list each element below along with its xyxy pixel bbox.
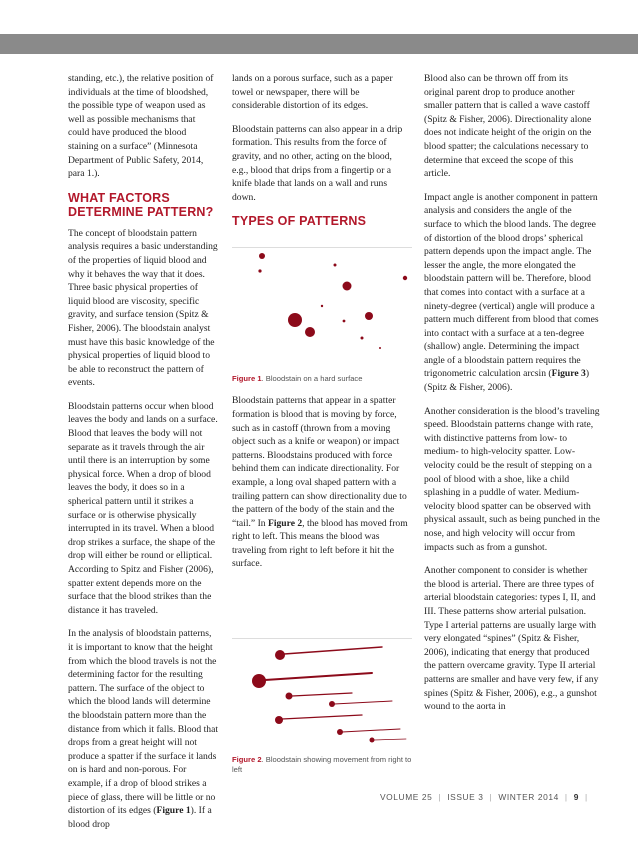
stain-tail xyxy=(342,729,400,732)
paragraph: Another consideration is the blood’s traveling speed. Bloodstain patterns change with rate, with distinctive patterns from low- to medium- to high-velocity spatter. Low-velocity could be the result of stepping on a pool of blood with a shoe, like a child splashing in a puddle of water. Medium-velocity blood spatter can be observed with physical assault, such as being punched in the nose, and high velocity will occur from impacts such as from a gunshot. xyxy=(424,405,600,553)
top-bar xyxy=(0,34,638,54)
paragraph: lands on a porous surface, such as a paper towel or newspaper, there will be considerable distortion of its edges. xyxy=(232,73,393,112)
paragraph xyxy=(68,627,218,831)
paragraph: Blood also can be thrown off from its original parent drop to produce another smaller pattern that is called a wave castoff (Spitz & Fisher, 2006). Directionality alone does not indicate height of the origin on the blood spatter; the calculations necessary to determine that exceed the scope of this article. xyxy=(424,73,592,180)
paragraph: Bloodstain patterns can also appear in a drip formation. This results from the force of gravity, and no other, acting on the blood, e.g., blood that drips from a fingertip or a knife blade that lands on a wall and runs down. xyxy=(232,123,403,203)
caption-text: . Bloodstain on a hard surface xyxy=(261,374,363,383)
blood-drop xyxy=(365,312,373,320)
separator: | xyxy=(584,792,588,802)
blood-drop xyxy=(288,313,302,327)
blood-drop xyxy=(379,347,381,349)
paragraph: Bloodstain patterns occur when blood leaves the body and lands on a surface. Blood that leaves the body will not separate as it travels through the air until there is an interruption by some physical force. When a drop of blood leaves the body, it does so in a spherical pattern until it strikes a surface or is otherwise physically interrupted in its travel. When a blood drop strikes a surface, the shape of the drop will either be round or elliptical. According to Spitz and Fisher (2006), spatter extent depends more on the surface that the blood strikes than the distance it has traveled. xyxy=(68,400,218,616)
blood-drop xyxy=(343,320,346,323)
blood-drop xyxy=(334,264,337,267)
figure-1-reference: Figure 1 xyxy=(156,805,191,817)
stain-head xyxy=(252,674,266,688)
separator: | xyxy=(438,792,442,802)
blood-drop xyxy=(259,253,265,259)
figure-3-reference: Figure 3 xyxy=(551,368,586,380)
text: , the blood has moved from right to left. This means the blood was traveling from right to left before it hit the surface. xyxy=(232,517,408,570)
blood-drop xyxy=(305,327,315,337)
figure-2 xyxy=(232,638,412,841)
stain-head xyxy=(275,650,285,660)
text: Bloodstain patterns that appear in a spatter formation is blood that is moving by force, such as in castoff (thrown from a moving object such as a knife or weapon) or impact patterns. Bloodstains produced with force behind them can indicate directionality. For example, a long oval shaped pattern with a trailing pattern can show directionality due to the pattern of the body of the stain and the “tail.” In xyxy=(232,395,407,529)
blood-drop xyxy=(321,305,323,307)
figure-2-reference: Figure 2 xyxy=(267,517,303,529)
footer-volume: VOLUME 25 xyxy=(380,792,433,802)
page-number: 9 xyxy=(573,792,579,802)
blood-drop xyxy=(361,337,364,340)
column-3 xyxy=(424,72,600,724)
page-footer xyxy=(380,792,610,802)
figure-2-image xyxy=(232,639,412,753)
section-heading-what-factors: WHAT FACTORS DETERMINE PATTERN? xyxy=(68,190,214,219)
figure-1-caption xyxy=(232,374,412,384)
paragraph: standing, etc.), the relative position of individuals at the time of bloodshed, the possible type of weapon used as well as possible mechanisms that could have produced the blood staining on a surface” (Minnesota Department of Public Safety, 2014, para 1.). xyxy=(68,73,214,180)
stain-tail xyxy=(292,693,352,696)
figure-label: Figure 1 xyxy=(232,374,262,383)
stain-tail xyxy=(282,715,362,719)
paragraph: The concept of bloodstain pattern analysis requires a basic understanding of the properties of liquid blood and why it behaves the way that it does. Three basic physical properties of liquid blood are viscosity, specific gravity, and surface tension (Spitz & Fisher, 2006). The bloodstain analyst must have this basic knowledge of the physical properties of liquid blood to be able to reconstruct the pattern of events. xyxy=(68,227,218,389)
caption-text: . Bloodstain showing movement from right to left xyxy=(232,755,412,774)
blood-drop xyxy=(403,276,407,280)
stain-tail xyxy=(374,739,406,740)
figure-1-image xyxy=(232,248,412,372)
separator: | xyxy=(489,792,493,802)
section-heading-types-of-patterns: TYPES OF PATTERNS xyxy=(232,214,367,229)
column-1 xyxy=(68,72,218,841)
stain-head xyxy=(275,716,283,724)
figure-1 xyxy=(232,247,412,388)
paragraph: Another component to consider is whether the blood is arterial. There are three types of arterial bloodstain categories: types I, II, and III. These patterns show arterial pulsation. Type I arterial patterns are usually large with very elongated “spines” (Spitz & Fisher, 2006), indicating that energy that produced the pattern overcame gravity. Type II arterial patterns are smaller and have very few, if any spines (Spitz & Fisher, 2006), e.g., a gunshot wound to the aorta in xyxy=(424,565,599,713)
text: Impact angle is another component in pattern analysis and considers the angle of the surface to which the blood lands. The degree of distortion of the blood drops’ spherical pattern depends upon the impact angle. The lesser the angle, the more elongated the bloodstain pattern will be. Therefore, blood that comes into contact with a surface at a ninety-degree (vertical) angle will produce a pattern much different from blood that comes into contact with a surface at a ten-degree (shallow) angle. Determining the impact angle of a bloodstain pattern requires the trigonometric calculation arcsin ( xyxy=(424,191,599,380)
paragraph xyxy=(424,191,600,395)
footer-issue: ISSUE 3 xyxy=(447,792,484,802)
figure-label: Figure 2 xyxy=(232,755,262,764)
stain-tail xyxy=(284,647,382,654)
text: ) (Spitz & Fisher, 2006). xyxy=(424,368,590,394)
stain-tail xyxy=(265,673,372,680)
text: In the analysis of bloodstain patterns, it is important to know that the height from which the blood travels is not the determining factor for the resulting pattern. The surface of the object to which the blood lands will determine the bloodstain pattern more than the distance from which it falls. Blood that drops from a great height will not produce a spatter if the surface it lands on is hard and non-porous. For example, if a drop of blood strikes a piece of glass, there will be little or no distortion of its edges ( xyxy=(68,628,219,817)
text: ). If a blood drop xyxy=(68,805,212,830)
footer-date: WINTER 2014 xyxy=(498,792,559,802)
figure-2-caption xyxy=(232,755,412,775)
blood-drop xyxy=(343,282,352,291)
paragraph xyxy=(232,394,410,571)
separator: | xyxy=(564,792,568,802)
blood-drop xyxy=(258,269,261,272)
stain-tail xyxy=(334,701,392,704)
